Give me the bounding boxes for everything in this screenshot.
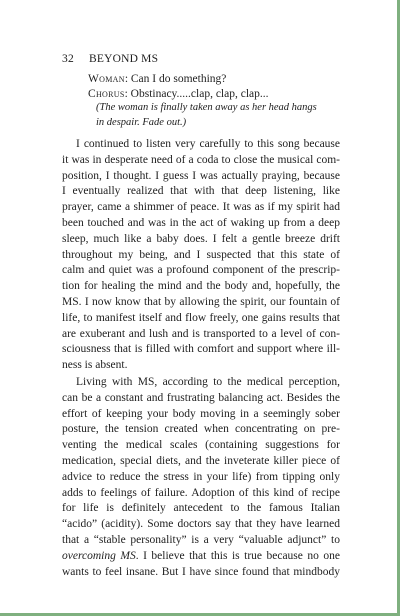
paragraph-1 (62, 137, 340, 374)
paragraph-line: posture, the tension created when concentrating on pre- (62, 423, 340, 436)
paragraph-line (62, 549, 340, 565)
running-title: BEYOND MS (88, 53, 159, 65)
paragraph-line: life, to manifest itself and flow freely, one gains results that (62, 311, 340, 324)
paragraph-line: MS. I now know that by allowing the spirit, our fountain of (62, 295, 340, 308)
page-number: 32 (62, 53, 74, 65)
paragraph-line: calm and quiet was a profound component of the prescrip- (62, 264, 340, 277)
play-excerpt (88, 72, 348, 130)
running-header (62, 53, 158, 65)
paragraph-line: sleep, much like a baby does. I felt a gentle breeze drift (62, 232, 340, 245)
paragraph-line: I continued to listen very carefully to this song because (76, 138, 340, 150)
paragraph-line: prayer, came a shimmer of peace. It was as if my spirit had (62, 201, 340, 214)
speaker-chorus: Chorus (88, 87, 125, 100)
paragraph-line: for life is definitely antecedent to the famous Italian (62, 502, 340, 515)
paragraph-line: tion for healing the mind and the body and, hopefully, the (62, 280, 340, 293)
verse-line-chorus (88, 87, 348, 102)
body-text (62, 137, 340, 580)
paragraph-line: been touched and was in the act of waking up from a deep (62, 216, 340, 229)
verse-text-woman: : Can I do something? (124, 73, 227, 85)
verse-line-woman (88, 72, 348, 87)
paragraph-line: I eventually realized that with that deep listening, like (62, 185, 340, 198)
paragraph-line: Living with MS, according to the medical perception, (76, 375, 340, 388)
paragraph-line: position, I thought. I guess I was actually praying, because (62, 169, 340, 182)
paragraph-2 (62, 375, 340, 580)
stage-direction-line-1: (The woman is finally taken away as her head hangs (96, 102, 317, 113)
speaker-woman: Woman (88, 73, 125, 85)
paragraph-line: advice to reduce the stress in your life) from tipping only (62, 470, 340, 483)
paragraph-line: wants to feel insane. But I have since found that mindbody (62, 565, 340, 578)
paragraph-line: medication, special diets, and the inveterate killer piece of (62, 454, 340, 467)
paragraph-line: venting the medical scales (containing suggestions for (62, 439, 340, 452)
stage-direction-line-2: in despair. Fade out.) (96, 116, 187, 128)
paragraph-line: ness is absent. (62, 359, 128, 372)
paragraph-line: it was in desperate need of a coda to close the musical com- (62, 153, 340, 166)
paragraph-line: sciousness that is filled with comfort and support where ill- (62, 343, 340, 356)
paragraph-line: throughout my being, and I suspected that this state of (62, 248, 340, 261)
verse-text-chorus: : Obstinacy.....clap, clap, clap... (124, 87, 269, 100)
paragraph-line-rest: . I believe that this is true because no one (135, 549, 340, 562)
paragraph-line: are exuberant and lush and is transported to a level of con- (62, 327, 340, 340)
paragraph-line: adds to feelings of failure. Adoption of this kind of recipe (62, 486, 340, 499)
paragraph-line: “acido” (acidity). Some doctors say that they have learned (62, 518, 340, 531)
paragraph-line: can be a constant and frustrating balancing act. Besides the (62, 391, 340, 404)
italic-phrase: overcoming MS (62, 549, 136, 562)
paragraph-line: that a “stable personality” is a very “valuable adjunct” to (62, 533, 340, 546)
paragraph-line: effort of keeping your body moving in a seemingly sober (62, 407, 340, 420)
